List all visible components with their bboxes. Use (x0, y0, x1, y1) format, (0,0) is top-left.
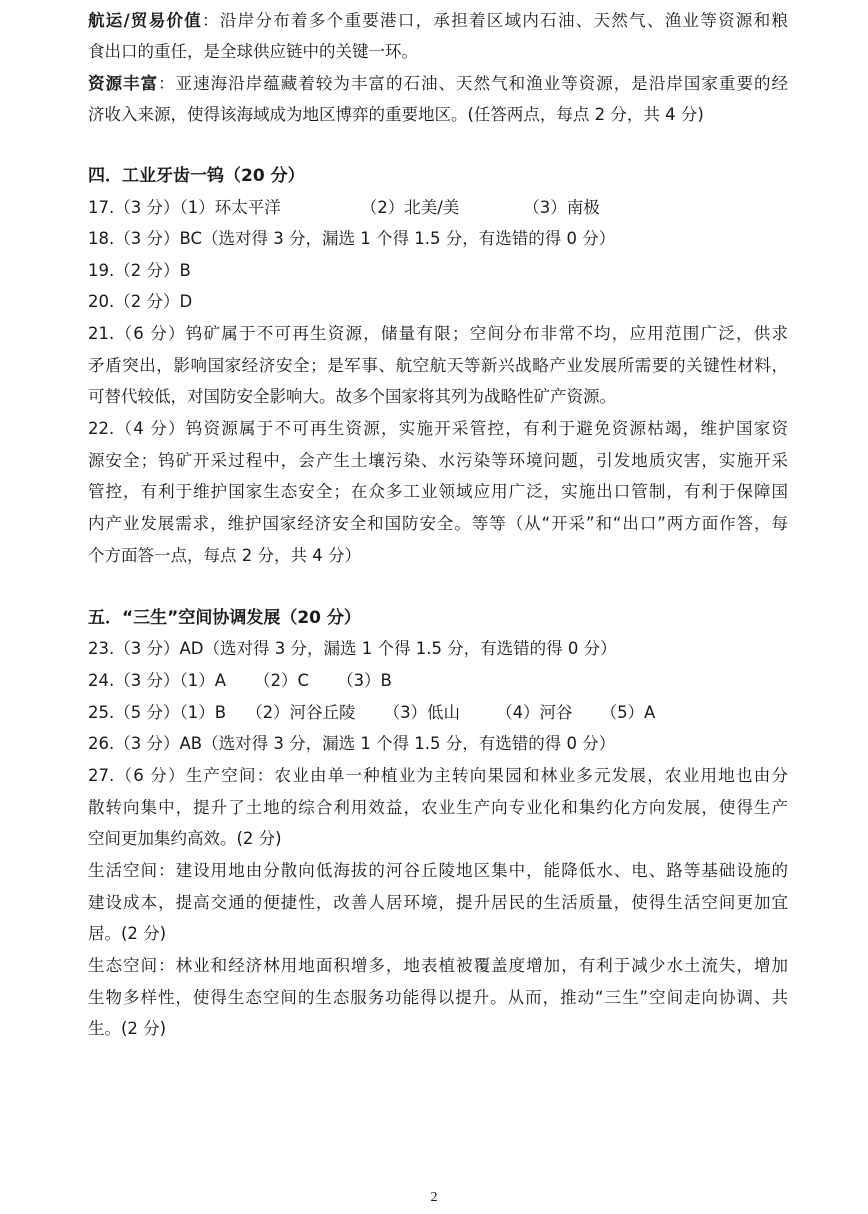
answer-q22-line-4: 内产业发展需求，维护国家经济安全和国防安全。等等（从“开采”和“出口”两方面作答，每 (88, 514, 788, 533)
answer-q27-line-8: 生物多样性，使得生态空间的生态服务功能得以提升。从而，推动“三生”空间走向协调、共 (88, 988, 788, 1007)
answer-q27-line-7: 生态空间：林业和经济林用地面积增多，地表植被覆盖度增加，有利于减少水土流失，增加 (88, 956, 788, 975)
answer-q22-line-1: 22.（4 分）钨资源属于不可再生资源，实施开采管控，有利于避免资源枯竭，维护国家资 (88, 419, 788, 438)
answer-q21-line-3: 可替代较低，对国防安全影响大。故多个国家将其列为战略性矿产资源。 (88, 387, 616, 406)
q24-part-3: （3）B (337, 671, 392, 690)
shipping-term: 航运/贸易价值 (88, 11, 203, 30)
answer-q26: 26.（3 分）AB（选对得 3 分，漏选 1 个得 1.5 分，有选错的得 0 分） (88, 734, 616, 753)
q25-part-5: （5）A (600, 703, 656, 722)
answer-q21-line-2: 矛盾突出，影响国家经济安全；是军事、航空航天等新兴战略产业发展所需要的关键性材料， (88, 356, 788, 375)
shipping-text: ：沿岸分布着多个重要港口，承担着区域内石油、天然气、渔业等资源和粮 (202, 11, 788, 30)
answer-q22-line-5: 个方面答一点，每点 2 分，共 4 分） (88, 546, 361, 565)
q25-part-1: 25.（5 分）（1）B (88, 703, 227, 722)
q25-part-2: （2）河谷丘陵 (246, 703, 356, 722)
page-number: 2 (430, 1190, 438, 1205)
resource-paragraph-line-2: 济收入来源，使得该海域成为地区博弈的重要地区。(任答两点，每点 2 分，共 4 分) (88, 105, 704, 124)
section-5-heading: 五．“三生”空间协调发展（20 分） (88, 608, 361, 628)
answer-q20: 20.（2 分）D (88, 292, 193, 311)
answer-q25 (88, 702, 788, 726)
answer-q22-line-3: 管控，有利于维护国家生态安全；在众多工业领域应用广泛，实施出口管制，有利于保障国 (88, 482, 788, 501)
resource-paragraph-line-1 (88, 73, 788, 97)
answer-q18: 18.（3 分）BC（选对得 3 分，漏选 1 个得 1.5 分，有选错的得 0 分） (88, 229, 616, 248)
q25-part-3: （3）低山 (383, 703, 461, 722)
answer-q21-line-1: 21.（6 分）钨矿属于不可再生资源，储量有限；空间分布非常不均，应用范围广泛，供求 (88, 324, 788, 343)
shipping-paragraph-line-2: 食出口的重任，是全球供应链中的关键一环。 (88, 42, 418, 61)
answer-q27-line-6: 居。(2 分) (88, 924, 167, 943)
section-4-heading: 四．工业牙齿一钨（20 分） (88, 166, 305, 186)
q25-part-4: （4）河谷 (496, 703, 573, 722)
answer-q19: 19.（2 分）B (88, 261, 191, 280)
answer-q24 (88, 670, 788, 694)
answer-q27-line-4: 生活空间：建设用地由分散向低海拔的河谷丘陵地区集中，能降低水、电、路等基础设施的 (88, 861, 788, 880)
answer-q27-line-1: 27.（6 分）生产空间：农业由单一种植业为主转向果园和林业多元发展，农业用地也由分 (88, 766, 788, 785)
answer-q27-line-9: 生。(2 分) (88, 1019, 167, 1038)
answer-q22-line-2: 源安全；钨矿开采过程中，会产生土壤污染、水污染等环境问题，引发地质灾害，实施开采 (88, 451, 788, 470)
q17-part-1: 17.（3 分）（1）环太平洋 (88, 198, 281, 217)
resource-text: ：亚速海沿岸蕴藏着较为丰富的石油、天然气和渔业等资源，是沿岸国家重要的经 (158, 74, 788, 93)
q24-part-1: 24.（3 分）（1）A (88, 671, 227, 690)
q24-part-2: （2）C (254, 671, 310, 690)
answer-q27-line-2: 散转向集中，提升了土地的综合利用效益，农业生产向专业化和集约化方向发展，使得生产 (88, 798, 788, 817)
answer-q27-line-5: 建设成本，提高交通的便捷性，改善人居环境，提升居民的生活质量，使得生活空间更加宜 (88, 893, 788, 912)
answer-q17 (88, 197, 788, 221)
answer-q27-line-3: 空间更加集约高效。(2 分) (88, 829, 282, 848)
shipping-paragraph-line-1 (88, 10, 788, 34)
answer-q23: 23.（3 分）AD（选对得 3 分，漏选 1 个得 1.5 分，有选错的得 0 分） (88, 639, 617, 658)
resource-term: 资源丰富 (88, 74, 159, 93)
q17-part-3: （3）南极 (523, 198, 600, 217)
q17-part-2: （2）北美/美 (360, 198, 460, 217)
